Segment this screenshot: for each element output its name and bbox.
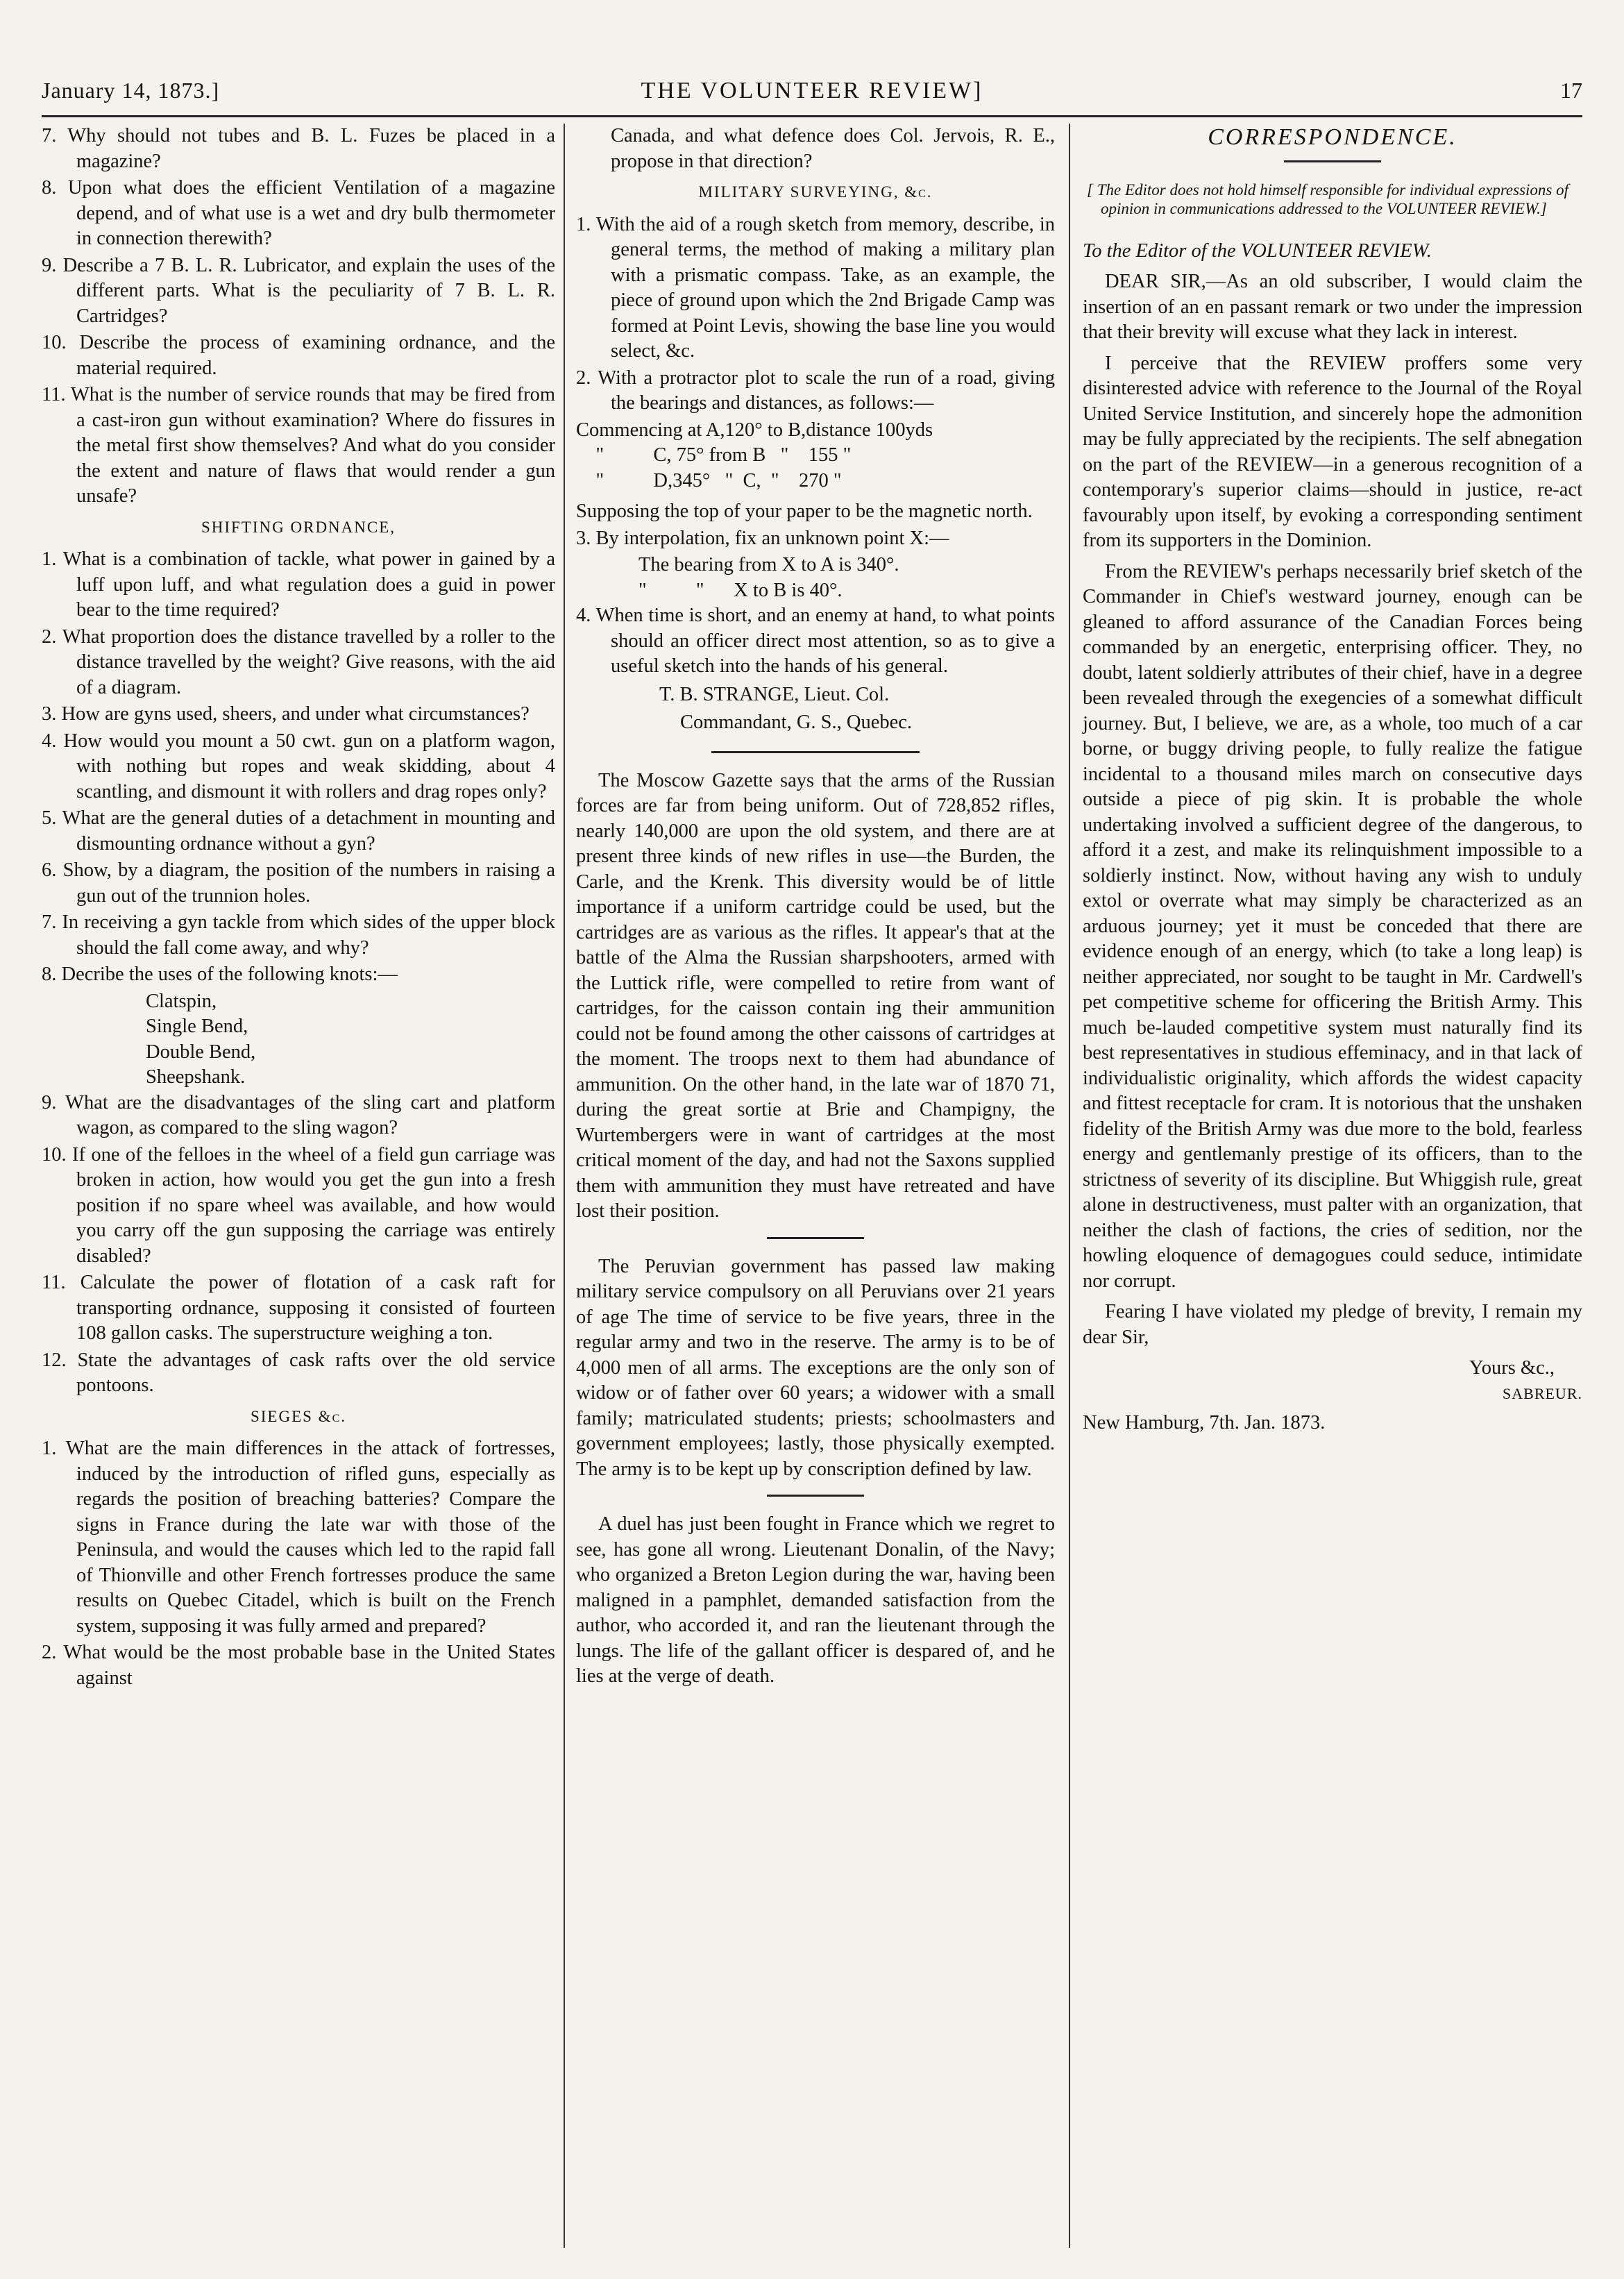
column-2 xyxy=(576,124,1055,1695)
letter-paragraph: I perceive that the REVIEW proffers some very disinterested advice with reference to the Journal of the Royal United Service Institution, and sincerely hope the admonition may be fully appreciated by the recipients. The self abnegation on the part of the REVIEW—in a generous recognition of a contemporary's superior claims—should in justice, re-act favourably upon itself, by evoking a corresponding sentiment from its supporters in the Dominion. xyxy=(1083,352,1582,551)
question: 7. Why should not tubes and B. L. Fuzes be placed in a magazine? xyxy=(42,125,555,172)
knot-item: Single Bend, xyxy=(146,1016,248,1037)
column-1 xyxy=(42,124,555,1692)
section-heading-shifting: SHIFTING ORDNANCE, xyxy=(201,518,396,536)
question: 11. Calculate the power of flotation of a cask raft for transporting ordnance, supposing it consisted of fourteen 108 gallon casks. The superstructure weighing a ton. xyxy=(42,1272,555,1344)
article-divider xyxy=(767,1237,864,1239)
letter-dateline: New Hamburg, 7th. Jan. 1873. xyxy=(1083,1412,1326,1433)
knot-item: Double Bend, xyxy=(146,1041,256,1063)
column-rule-2 xyxy=(1069,124,1070,2248)
question: 5. What are the general duties of a detachment in mounting and dismounting ordnance without a gyn? xyxy=(42,807,555,855)
peruvian-paragraph: The Peruvian government has passed law making military service compulsory on all Peruvians over 21 years of age The time of service to be five years, three in the regular army and two in the reserve. The army is to be of 4,000 men of all arms. The exceptions are the only son of widow or of father over 60 years; a widower with a small family; matriculated students; priests; schoolmasters and government employees; lastly, those physically exempted. The army is to be kept up by conscription defined by law. xyxy=(576,1255,1055,1480)
question: 10. If one of the felloes in the wheel of a field gun carriage was broken in action, how would you get the gun into a fresh position if no spare wheel was available, and how would you carry off the gun supposing the carriage was entirely disabled? xyxy=(42,1143,555,1267)
bearings-row: " D,345° " C, " 270 " xyxy=(576,469,842,491)
bearings-table xyxy=(576,418,1055,494)
question-note: Supposing the top of your paper to be the magnetic north. xyxy=(576,501,1033,522)
article-divider xyxy=(767,1495,864,1497)
question: 8. Decribe the uses of the following knots:— xyxy=(42,964,398,985)
question: 2. What would be the most probable base in the United States against xyxy=(42,1642,555,1689)
question: 4. How would you mount a 50 cwt. gun on a platform wagon, with nothing but ropes and weak skidding, about 4 scantling, and dismount it with rollers and drag ropes only? xyxy=(42,730,555,802)
issue-date: January 14, 1873.] xyxy=(42,78,220,103)
question: 12. State the advantages of cask rafts over the old service pontoons. xyxy=(42,1349,555,1396)
question: 1. What are the main differences in the attack of fortresses, induced by the introduction of rifled guns, especially as regards the position of breaching batteries? Compare the signs in France during the late war with those of the Peninsula, and would the causes which led to the rapid fall of Thionville and other French fortresses produce the same results on Quebec Citadel, which is built on the French system, supposing it was fully armed and prepared? xyxy=(42,1438,555,1637)
letter-signature: SABREUR. xyxy=(1503,1384,1582,1402)
letter-salutation-line: To the Editor of the VOLUNTEER REVIEW. xyxy=(1083,239,1432,262)
letter-paragraph: Fearing I have violated my pledge of brevity, I remain my dear Sir, xyxy=(1083,1301,1582,1348)
section-heading-surveying: MILITARY SURVEYING, &c. xyxy=(698,183,933,201)
correspondence-title: CORRESPONDENCE. xyxy=(1208,124,1457,150)
bearing-line: " " X to B is 40°. xyxy=(638,579,843,601)
letter-paragraph: DEAR SIR,—As an old subscriber, I would claim the insertion of an en passant remark or two under the impression that their brevity will excuse what they lack in interest. xyxy=(1083,271,1582,343)
bearings-row: Commencing at A,120° to B,distance 100yds xyxy=(576,419,933,441)
question-continuation: Canada, and what defence does Col. Jervois, R. E., propose in that direction? xyxy=(611,125,1055,172)
question: 9. What are the disadvantages of the sling cart and platform wagon, as compared to the sling wagon? xyxy=(42,1091,555,1138)
signature-title: Commandant, G. S., Quebec. xyxy=(680,712,913,733)
question: 4. When time is short, and an enemy at hand, to what points should an officer direct most attention, so as to give a useful sketch into the hands of his general. xyxy=(576,605,1055,677)
question: 1. What is a combination of tackle, what power in gained by a luff upon luff, and what regulation does a guid in power bear to the time required? xyxy=(42,548,555,621)
article-divider xyxy=(711,751,920,753)
question: 2. What proportion does the distance travelled by a roller to the distance travelled by the weight? Give reasons, with the aid of a diagram. xyxy=(42,625,555,698)
knot-item: Clatspin, xyxy=(146,990,217,1012)
section-heading-sieges: SIEGES &c. xyxy=(250,1407,346,1425)
question: 11. What is the number of service rounds that may be fired from a cast-iron gun without examination? Where do fissures in the metal first show themselves? And what do you consider the extent and nature of flaws that would render a gun unsafe? xyxy=(42,384,555,507)
bearing-line: The bearing from X to A is 340°. xyxy=(638,554,899,575)
knot-item: Sheepshank. xyxy=(146,1066,246,1088)
page-header xyxy=(42,78,1582,111)
moscow-gazette-paragraph: The Moscow Gazette says that the arms of the Russian forces are far from being uniform. Out of 728,852 rifles, nearly 140,000 are upon the old system, and there are at present three kinds of new rifles in use—the Burden, the Carle, and the Krenk. This diversity would be of little importance if a uniform cartridge could be used, but the cartridges are as various as the rifles. It appear's that at the battle of the Alma the Russian sharpshooters, armed with the Luttick rifle, were compelled to retire from want of cartridges, for the caisson contain ing their ammunition could not be found among the other caissons of cartridges at the moment. The troops next to them had abundance of ammunition. On the other hand, in the late war of 1870 71, during the great sortie at Brie and Champigny, the Wurtembergers were in want of cartridges at the most critical moment of the day, and had not the Saxons supplied them with ammunition they must have retreated and have lost their position. xyxy=(576,769,1055,1222)
column-3 xyxy=(1083,124,1582,1436)
duel-paragraph: A duel has just been fought in France which we regret to see, has gone all wrong. Lieutenant Donalin, of the Navy; who organized a Breton Legion during the war, having been maligned in a pamphlet, demanded satisfaction from the author, who accorded it, and ran the lieutenant through the lungs. The life of the gallant officer is despared of, and he lies at the verge of death. xyxy=(576,1513,1055,1687)
title-divider xyxy=(1284,160,1381,162)
question: 3. By interpolation, fix an unknown point X:— xyxy=(576,527,949,549)
editor-disclaimer: [ The Editor does not hold himself responsible for individual expressions of opinion in communications addressed to the VOLUNTEER REVIEW.] xyxy=(1087,180,1569,217)
question: 1. With the aid of a rough sketch from memory, describe, in general terms, the method of making a military plan with a prismatic compass. Take, as an example, the piece of ground upon which the 2nd Brigade Camp was formed at Point Levis, showing the base line you would select, &c. xyxy=(576,213,1055,362)
newspaper-title: THE VOLUNTEER REVIEW] xyxy=(641,78,983,103)
question: 6. Show, by a diagram, the position of the numbers in raising a gun out of the trunnion holes. xyxy=(42,859,555,907)
letter-closing: Yours &c., xyxy=(1469,1357,1555,1379)
header-rule xyxy=(42,115,1582,117)
question: 9. Describe a 7 B. L. R. Lubricator, and explain the uses of the different parts. What is the peculiarity of 7 B. L. R. Cartridges? xyxy=(42,254,555,327)
question: 2. With a protractor plot to scale the run of a road, giving the bearings and distances, as follows:— xyxy=(576,367,1055,414)
signature-name: T. B. STRANGE, Lieut. Col. xyxy=(659,683,890,705)
bearings-row: " C, 75° from B " 155 " xyxy=(576,444,852,466)
question: 8. Upon what does the efficient Ventilation of a magazine depend, and of what use is a wet and dry bulb thermometer in connection therewith? xyxy=(42,177,555,249)
column-rule-1 xyxy=(564,124,565,2248)
page-number: 17 xyxy=(1560,78,1582,103)
question: 10. Describe the process of examining ordnance, and the material required. xyxy=(42,332,555,379)
question: 3. How are gyns used, sheers, and under what circumstances? xyxy=(42,703,530,725)
question: 7. In receiving a gyn tackle from which sides of the upper block should the fall come away, and why? xyxy=(42,911,555,959)
letter-paragraph: From the REVIEW's perhaps necessarily brief sketch of the Commander in Chief's westward journey, enough can be gleaned to afford assurance of the Canadian Forces being commanded by an energetic, enterprising officer. They, no doubt, latent soldierly attributes of their chief, have in a degree been revealed through the exegencies of a somewhat difficult journey. But, I believe, we are, as a whole, too much of a car borne, or buggy driving people, to fully realize the fatigue incidental to a thousand miles march on consecutive days outside a piece of pig skin. It is probable the whole undertaking involved a sufficient degree of the dangerous, to afford it a zest, and make its relinquishment impossible to a soldierly instinct. Now, without having any wish to unduly extol or overrate what may simply be characterized as an arduous journey; yet it must be conceded that there are evidence enough of an energy, which (to take a long leap) is neither appreciated, nor sought to be taught in Mr. Cardwell's pet competitive scheme for officering the British Army. This much be-lauded competitive system must naturally find its best representatives in studious effeminacy, and in that lack of individualistic originality, which affords the widest capacity and fittest receptacle for cram. It is notorious that the unshaken fidelity of the British Army was due more to the bold, fearless energy and gentlemanly prestige of its officers, than to the strictness of severity of its discipline. But Whiggish rule, great alone in destructiveness, must palter with an organization, that neither the clash of factions, the cries of sedition, nor the howling eloquence of demagogues could seduce, intimidate nor corrupt. xyxy=(1083,560,1582,1292)
